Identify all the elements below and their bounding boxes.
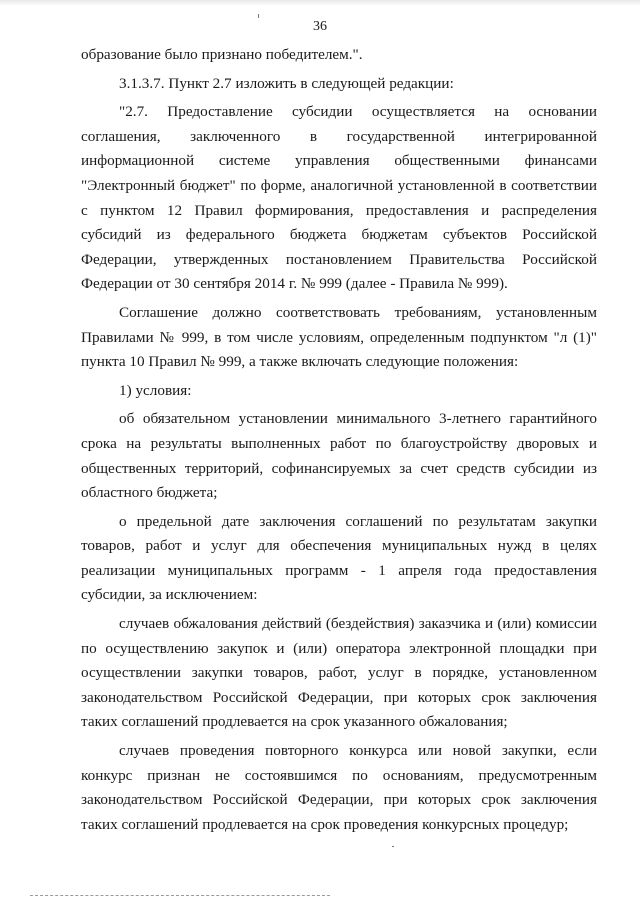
- paragraph-continuation: образование было признано победителем.".: [81, 46, 363, 63]
- paragraph-clause-3-1-3-7: 3.1.3.7. Пункт 2.7 изложить в следующей редакции:: [119, 74, 454, 92]
- paragraph-agreement-requirements: Соглашение должно соответствовать требованиям, установленным Правилами № 999, в том числе условиям, определенным подпунктом "л (1)" пункта 10 Правил № 999, а также включать следующие положения:: [81, 303, 597, 371]
- paragraph-appeal-exception: случаев обжалования действий (бездействия) заказчика и (или) комиссии по осуществлению закупок и (или) оператора электронной площадки при осуществлении закупки товаров, работ, услуг в порядке, установленном законодательством Российской Федерации, при которых срок заключения таких соглашений продлевается на срок указанного обжалования;: [81, 615, 597, 731]
- paragraph-retender-exception: случаев проведения повторного конкурса или новой закупки, если конкурс признан не состоявшимся по основаниям, предусмотренным законодательством Российской Федерации, при которых срок заключения таких соглашений продлевается на срок проведения конкурсных процедур;: [81, 742, 597, 833]
- scan-speck: [258, 14, 259, 18]
- paragraph-deadline-condition: о предельной дате заключения соглашений по результатам закупки товаров, работ и услуг для обеспечения муниципальных нужд в целях реализации муниципальных программ - 1 апреля года предоставления субсидии, за исключением:: [81, 512, 597, 604]
- scan-edge: [0, 0, 640, 6]
- paragraph-conditions-heading: 1) условия:: [119, 381, 192, 399]
- document-body: [81, 43, 597, 837]
- page-number: 36: [313, 19, 327, 34]
- paragraph-clause-2-7: "2.7. Предоставление субсидии осуществляется на основании соглашения, заключенного в государственной интегрированной информационной системе управления общественными финансами "Электронный бюджет" по форме, аналогичной установленной в соответствии с пунктом 12 Правил формирования, предоставления и распределения субсидий из федерального бюджета бюджетам субъектов Российской Федерации, утвержденных постановлением Правительства Российской Федерации от 30 сентября 2014 г. № 999 (далее - Правила № 999).: [81, 103, 597, 293]
- scan-bottom-edge: [30, 895, 330, 896]
- paragraph-warranty-condition: об обязательном установлении минимального 3-летнего гарантийного срока на результаты выполненных работ по благоустройству дворовых и общественных территорий, софинансируемых за счет средств субсидии из областного бюджета;: [81, 410, 597, 502]
- scan-speck: [392, 846, 394, 847]
